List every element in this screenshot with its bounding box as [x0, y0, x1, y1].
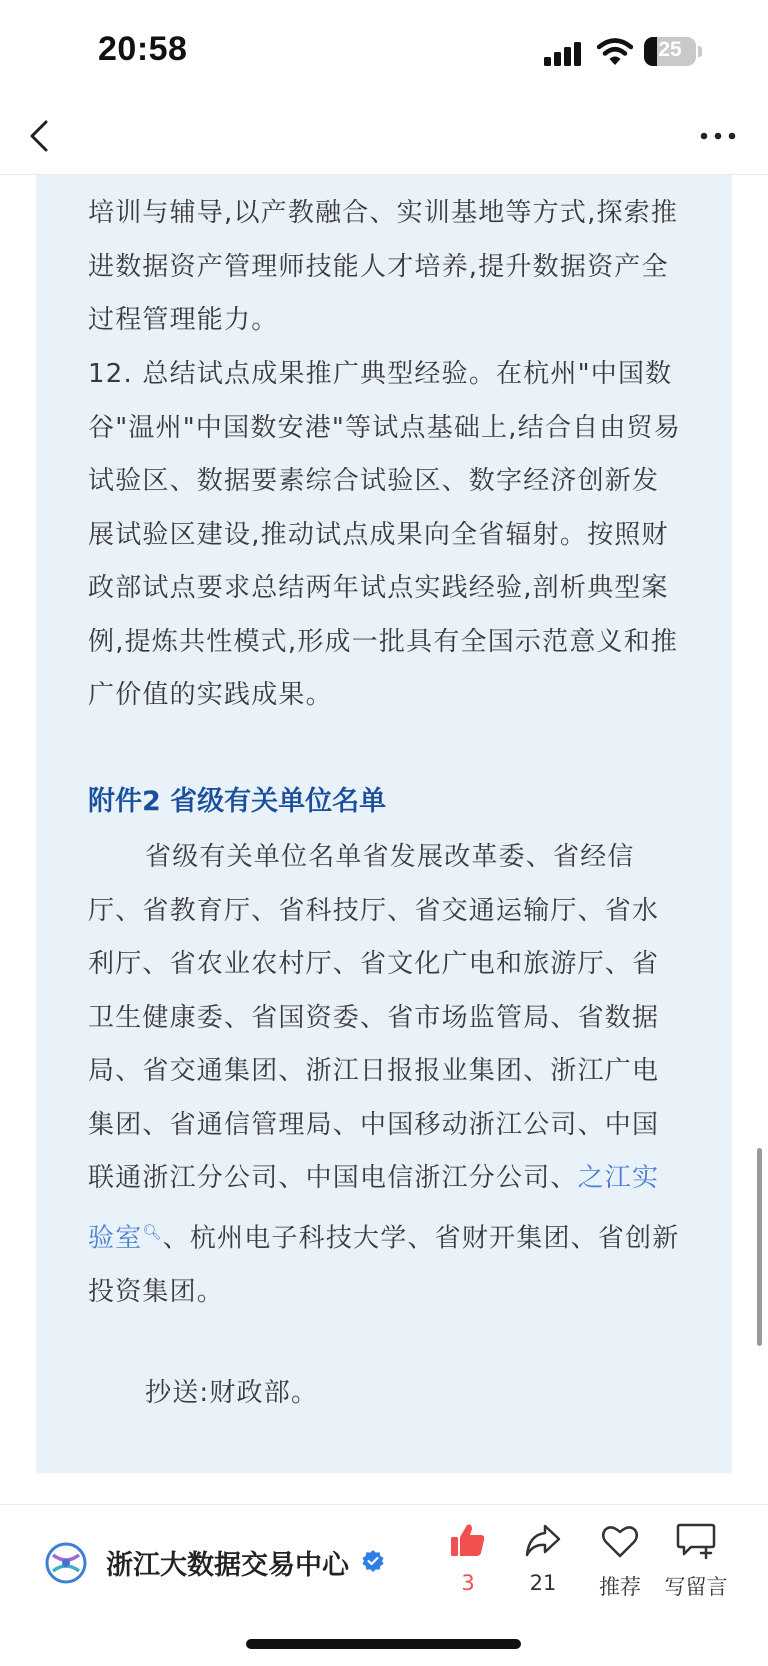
- status-time: 20:58: [98, 30, 188, 68]
- like-button[interactable]: [433, 1521, 503, 1613]
- account-logo[interactable]: [44, 1541, 88, 1585]
- wifi-icon: [597, 37, 633, 67]
- comment-plus-icon: [675, 1521, 717, 1561]
- chevron-left-icon[interactable]: [22, 116, 62, 156]
- account-name[interactable]: 浙江大数据交易中心: [106, 1550, 349, 1581]
- comment-button[interactable]: [661, 1521, 731, 1613]
- zhijiang-lab-link[interactable]: 之江实验室: [88, 1163, 660, 1254]
- search-icon[interactable]: 🔍︎: [142, 1222, 163, 1241]
- share-count: 21: [529, 1571, 557, 1595]
- home-indicator[interactable]: [246, 1639, 521, 1649]
- article-paragraph-item-12: 12. 总结试点成果推广典型经验。在杭州"中国数谷"温州"中国数安港"等试点基础上,结合自由贸易试验区、数据要素综合试验区、数字经济创新发展试验区建设,推动试点成果向全省辐射。按照财政部试点要求总结两年试点实践经验,剖析典型案例,提炼共性模式,形成一批具有全国示范意义和推广价值的实践成果。: [88, 359, 681, 710]
- article-paragraph: 培训与辅导,以产教融合、实训基地等方式,探索推进数据资产管理师技能人才培养,提升数据资产全过程管理能力。: [88, 198, 679, 335]
- verified-badge-icon: [361, 1549, 385, 1573]
- appendix-heading: 附件2 省级有关单位名单: [88, 786, 387, 817]
- share-arrow-icon: [523, 1521, 563, 1561]
- recommend-button[interactable]: [585, 1521, 655, 1613]
- heart-icon: [600, 1521, 640, 1561]
- share-button[interactable]: [508, 1521, 578, 1613]
- more-dots-icon[interactable]: [698, 116, 738, 156]
- appendix-unit-list: 省级有关单位名单省发展改革委、省经信厅、省教育厅、省科技厅、省交通运输厅、省水利厅、省农业农村厅、省文化广电和旅游厅、省卫生健康委、省国资委、省市场监管局、省数据局、省交通集团、浙江日报报业集团、浙江广电集团、省通信管理局、中国移动浙江公司、中国联通浙江分公司、中国电信浙江分公司、之江实验室🔍︎、杭州电子科技大学、省财开集团、省创新投资集团。: [88, 842, 680, 1307]
- status-bar: [0, 0, 768, 100]
- battery-level: 25: [658, 38, 682, 61]
- scrollbar[interactable]: [757, 1148, 762, 1346]
- recommend-label: 推荐: [599, 1575, 641, 1599]
- nav-bar: [0, 100, 768, 175]
- cellular-signal-icon: [544, 40, 584, 66]
- thumbs-up-icon: [448, 1521, 488, 1561]
- cc-line: 抄送:财政部。: [145, 1378, 319, 1408]
- like-count: 3: [461, 1571, 475, 1595]
- battery-icon: [644, 37, 696, 66]
- comment-label: 写留言: [664, 1575, 728, 1599]
